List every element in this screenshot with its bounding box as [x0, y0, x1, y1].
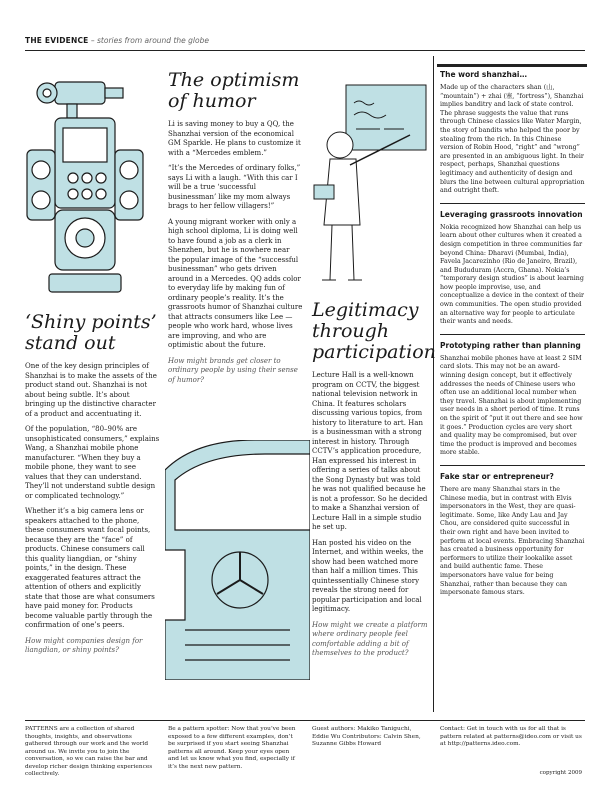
qq-car-illustration — [165, 440, 310, 680]
section-label: THE EVIDENCE — [25, 36, 89, 45]
footer-contact: Contact: Get in touch with us for all that is pattern related at patterns@ideo.com or visit us at http://patterns.ideo.com. — [440, 726, 582, 747]
sidebar-title-shanzhai: The word shanzhai… — [440, 70, 527, 79]
sidebar-title-prototyping: Prototyping rather than planning — [440, 340, 581, 350]
shiny-points-title: ‘Shiny points’ stand out — [25, 311, 157, 354]
sidebar-divider — [433, 56, 434, 712]
section-subtitle: – stories from around the globe — [90, 36, 209, 45]
legitimacy-p2: Han posted his video on the Internet, and within weeks, the show had been watched more than half a million times. This quintessentially Chinese story reveals the strong need for popular participation and local legitimacy. — [312, 538, 424, 613]
sidebar-body-shanzhai: Made up of the characters shan (山, “mountain”) + zhai (寨, “fortress”), Shanzhai implies banditry and lack of state control. The phrase suggests the value that runs through Chinese classics like Water Margin, the story of bandits who helped the poor by stealing from the rich. In this Chinese version of Robin Hood, “right” and “wrong” are presented in an ambiguous light. In their respect, perhaps, Shanzhai questions legitimacy and authenticity of design and blurs the line between cultural appropriation and outright theft. — [440, 84, 585, 195]
shiny-points-p3: Whether it’s a big camera lens or speakers attached to the phone, these consumers want focal points, because they are the “face” of products. Chinese consumers call this quality liangdian, or “shiny points,” in the design. These exaggerated features attract the attention of others and explicitly state that those are what consumers have paid money for. Products become valuable partly through the confirmation of one’s peers. — [25, 507, 155, 629]
sidebar-rule — [440, 334, 585, 335]
legitimacy-p1: Lecture Hall is a well-known program on CCTV, the biggest national television network in China. It features scholars discussing various topics, from history to literature to art. Han is a businessman with a strong interest in history. Through CCTV’s application procedure, Han expressed his interest in offering a series of talks about the Song Dynasty but was told he was not qualified because he is not a professor. So he decided to make a Shanzhai version of Lecture Hall in a simple studio he set up. — [312, 371, 428, 531]
sidebar-top-rule — [437, 64, 587, 67]
footer-pattern-spotter: Be a pattern spotter: Now that you’ve been exposed to a few different examples, don’t be surprised if you start seeing Shanzhai patterns all around. Keep your eyes open and let us know what you find, especially if it’s the next new pattern. — [168, 726, 296, 770]
legitimacy-question: How might we create a platform where ordinary people feel comfortable adding a bit of themselves to the product? — [312, 620, 428, 657]
sidebar-body-fake-star: There are many Shanzhai stars in the Chinese media, but in contrast with Elvis impersonators in the West, they are quasi-legitimate. Some, like Andy Lau and Jay Chou, are considered quite successful in their own right and have been invited to perform at local events. Embracing Shanzhai has created a business opportunity for performers to utilize their lookalike asset and build authentic fame. These impersonators have value for being Shanzhai, rather than because they can impersonate famous stars. — [440, 485, 585, 597]
footer-patterns-note: PATTERNS are a collection of shared thoughts, insights, and observations gathered through our work and the world around us. We invite you to join the conversation, so we can raise the bar and develop richer design thinking experiences collectively. — [25, 726, 153, 777]
section-header — [25, 36, 209, 45]
legitimacy-title: Legitimacy through participation — [312, 299, 436, 363]
sidebar-body-grassroots: Nokia recognized how Shanzhai can help us learn about other cultures when it created a design competition in three communities far beyond China: Dharavi (Mumbai, India), Favela Jacarezinho (Rio de Janeiro, Brazil), and Bududuram (Accra, Ghana). Nokia’s “temporary design studios” is about learning how people improvise, use, and conceptualize a device in the context of their own communities. The open studio provided an alternative way for people to articulate their wants and needs. — [440, 223, 584, 326]
sidebar-rule — [440, 465, 585, 466]
lecturer-illustration — [310, 75, 430, 295]
optimism-article — [168, 70, 303, 391]
optimism-title: The optimism of humor — [168, 69, 300, 112]
copyright: copyright 2009 — [539, 770, 582, 776]
footer-authors: Guest authors: Makiko Taniguchi, Eddie Wu Contributors: Calvin Shen, Suzanne Gibbs Howard — [312, 726, 421, 747]
sidebar-title-fake-star: Fake star or entrepreneur? — [440, 471, 554, 481]
shiny-points-p1: One of the key design principles of Shanzhai is to make the assets of the product stand out. Shanzhai is not about being subtle. It’s about bringing up the distinctive character of a product and accentuating it. — [25, 362, 157, 418]
sidebar-rule — [440, 203, 585, 204]
header-rule — [25, 50, 585, 51]
legitimacy-article — [312, 299, 436, 665]
footer-rule — [25, 720, 585, 721]
shanzhai-phone-illustration — [25, 70, 155, 310]
optimism-question: How might brands get closer to ordinary people by using their sense of humor? — [168, 356, 298, 384]
sidebar — [440, 70, 585, 604]
sidebar-body-prototyping: Shanzhai mobile phones have at least 2 SIM card slots. This may not be an award-winning design concept, but it effectively addresses the needs of Chinese users who often use an additional local number when they travel. Shanzhai is about implementing user needs in a short period of time. It runs on the spirit of “put it out there and see how it goes.” Production cycles are very short and quality may be compromised, but over time the product is improved and becomes more stable. — [440, 354, 583, 457]
sidebar-title-grassroots: Leveraging grassroots innovation — [440, 209, 583, 219]
optimism-p2: “It’s the Mercedes of ordinary folks,” says Li with a laugh. “With this car I will be a true ‘successful businessman’ like my mom always brags to her fellow villagers!” — [168, 164, 301, 210]
shiny-points-question: How might companies design for liangdian, or shiny points? — [25, 636, 143, 654]
optimism-p3: A young migrant worker with only a high school diploma, Li is doing well to have found a job as a clerk in Shenzhen, but he is nowhere near the popular image of the “successful businessman” who gets driven around in a Mercedes. QQ adds color to everyday life by making fun of ordinary people’s reality. It’s the grassroots humor of Shanzhai culture that attracts consumers like Lee — people who work hard, whose lives are improving, and who are optimistic about the future. — [168, 217, 303, 349]
shiny-points-p2: Of the population, “80–90% are unsophisticated consumers,” explains Wang, a Shanzhai mobile phone manufacturer. “When they buy a mobile phone, they want to see values that they can understand. They’ll not understand subtle design or complicated technology.” — [25, 425, 160, 500]
optimism-p1: Li is saving money to buy a QQ, the Shanzhai version of the economical GM Sparkle. He plans to customize it with a “Mercedes emblem.” — [168, 120, 301, 157]
shiny-points-article — [25, 312, 160, 662]
